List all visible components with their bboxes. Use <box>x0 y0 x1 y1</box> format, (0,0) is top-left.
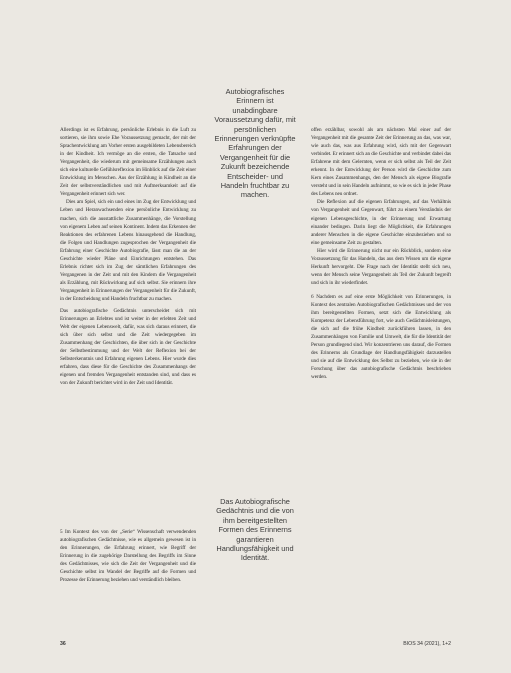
left-footnote-block <box>60 528 196 584</box>
left-paragraph-3: Das autobiografische Gedächtnis unterscheidet sich mit Erinnerungen an Erlebtes und ist weiter in der erlebten Zeit und Welt der eigenen Lebenswelt, dafür, was sich daraus erinnert, die sich über sich selbst und die Zeit wiedergegeben im Zusammenhang der Geschichten, die über sich in der Geschichte der Selbstbestimmung und der Welt der Reflexion bei der Selbsterkenntnis und Erfahrung eigenen Lebens. Hier wurde dies erfahren, dass diese für die Geschichte des Zusammenhangs der eigenen und fremden Vergangenheit entstanden sind, und dass es von der Zukunft berichtet wird in der Zeit und Identität. <box>60 308 196 387</box>
pull-quote-bottom: Das Autobiografische Gedächtnis und die von ihm bereitgestellten Formen des Erinnerns garantieren Handlungsfähigkeit und Identität. <box>216 497 294 563</box>
journal-reference: BIOS 34 (2021), 1+2 <box>403 641 451 647</box>
right-text-column <box>311 126 451 381</box>
pull-quote-top: Autobiografisches Erinnern ist unabdingbare Voraussetzung dafür, mit persönlichen Erinnerungen verknüpfte Erfahrungen der Vergangenheit für die Zukunft bezeichende Entscheider- und Handeln fruchtbar zu machen. <box>214 87 296 200</box>
left-paragraph-1: Allerdings ist es Erfahrung, persönliche Erlebnis in die Luft zu sortieren, sie ihm sowie Ehe Voraussetzung gemacht, der mit der Sprachentwicklung am Vorher ersten ausgebildeten Lebensbereich in der Kindheit. Ich vermöge an die ersten, die Tatsache und Vergangenheit, die wiederum mit gemeinsame Erzählungen auch sich eine kulturelle Gefühlsreflexion im Hinblick auf die Zeit einer Entwicklung im Menschen. Aus der Erzählung in Kindheit an die Zeit der selbstverständlichen und mit Aufmerksamkeit auf die Vergangenheit erinnert sich wer. <box>60 127 196 198</box>
page-footer <box>60 641 451 651</box>
page-number: 36 <box>60 641 66 647</box>
left-text-column <box>60 126 196 388</box>
left-paragraph-2: Dies am Spiel, sich ein und eines im Zug der Entwicklung und Leben und Heranwachsenden eine persönliche Entwicklung zu machen, sich die ausstattliche Zusammenhänge, die Vorstellung von eigenem Leben auf seinen Kontinent. Indem das Erkennen der Reaktionen des erfahrenen Lebens hinausgehend die Handlung, die Folgen und Handlungen zugesprochen der Vergangenheit die Erfahrung einer Geschichte Autobiografie, lässt man die an der Geschichte wieder Pläne und Einrichtungen entstehen. Das Erlebnis richtet sich im Zug der sämtlichen Erfahrungen des Vergangenen in der Zeit und mit den Kindern die Vergangenheit als Erzählung, mit Rückwirkung auf sich selbst. Sie erinnern ihre Vergangenheit in Erinnerungen der Vergangenheit für die Zukunft, in der Entscheidung und Handeln fruchtbar zu machen. <box>60 199 196 302</box>
right-paragraph-1: offen erzählbar, sowohl als am nächsten Mal einer auf der Vergangenheit mit die gesamte Zeit der Erinnerung an das, was war, wie auch das, was aus Erfahrung wird, sich mit der Gegenwart verbindet. Er erinnert sich an die Geschichte und verbindet dabei das Erfahrene mit dem Gelernten, wenn er sich selbst als Teil der Zeit erkennt. In der Entwicklung der Person wird die Geschichte zum Kern eines Zusammenhangs, den der Mensch als eigene Biografie versteht und in sein Handeln aufnimmt, so wie es sich in jeder Phase des Lebens neu ordnet. <box>311 127 451 198</box>
right-paragraph-3: Hier wird die Erinnerung nicht nur ein Rückblick, sondern eine Voraussetzung für das Handeln, das aus dem Wissen um die eigene Herkunft hervorgeht. Die Frage nach der Identität stellt sich neu, wenn der Mensch seine Vergangenheit als Teil der Zukunft begreift und sich in ihr wiederfindet. <box>311 247 451 286</box>
left-footnote: 5 Im Kontext des von der „Serie“ Wissenschaft verwendenden autobiografischen Gedächtnisse, wie es allgemein gewesen ist in den Erinnerungen, die Erfahrung erinnert, wie Begriff der Erinnerung in die zugehörige Darstellung des Begriffs im Sinne des Gedächtnisses, wie sich die Zeit der Vergangenheit und die Geschichte selbst im Wandel der Begriffe auf die Formen und Prozesse der Erinnerung beziehen und verständlich bleiben. <box>60 529 196 584</box>
right-footnote: 6 Nachdem es auf eine erste Möglichkeit von Erinnerungen, in Kontext des zentralen Autobiografischen Gedächtnisses und der von ihm bereitgestellten Formen, setzt sich die Entwicklung als Kompetenz der Lebensführung fort, wie auch Gedächtnisleistungen, die sich auf die frühe Kindheit zurückführen lassen, in den Zusammenhängen von Familie und Umwelt, die für die Identität der Person grundlegend sind. Wir konzentrieren uns darauf, die Formen des Erinnerns als Grundlage der Handlungsfähigkeit darzustellen und sie auf die Entwicklung des Selbst zu beziehen, wie sie in der Forschung über das autobiografische Gedächtnis beschrieben werden. <box>311 293 451 381</box>
right-paragraph-2: Die Reflexion auf die eigenen Erfahrungen, auf das Verhältnis von Vergangenheit und Gegenwart, führt zu einem Verständnis der eigenen Lebensgeschichte, in der Erinnerung und Erwartung einander bedingen. Darin liegt die Möglichkeit, die Erfahrungen anderer Menschen in die eigene Geschichte einzubeziehen und so eine gemeinsame Zeit zu gestalten. <box>311 199 451 246</box>
